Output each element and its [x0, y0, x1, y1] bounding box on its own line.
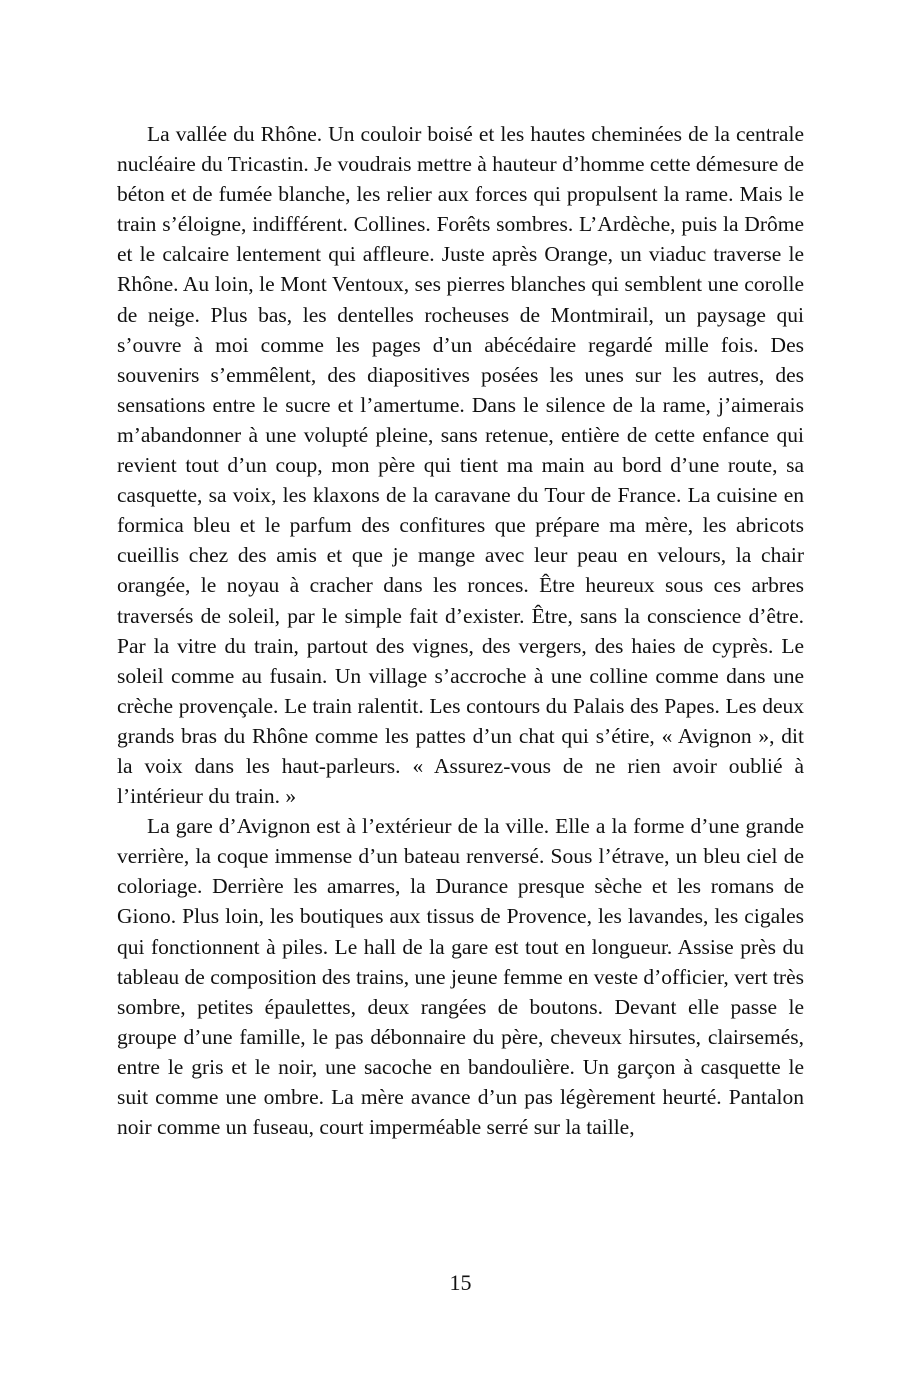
- page-number: 15: [449, 1270, 472, 1295]
- page-body: [117, 119, 804, 1142]
- paragraph-1: La vallée du Rhône. Un couloir boisé et les hautes cheminées de la centrale nucléaire du Tricastin. Je voudrais mettre à hauteur d’homme cette démesure de béton et de fumée blanche, les relier aux forces qui propulsent la rame. Mais le train s’éloigne, indifférent. Collines. Forêts sombres. L’Ardèche, puis la Drôme et le calcaire lentement qui affleure. Juste après Orange, un viaduc traverse le Rhône. Au loin, le Mont Ventoux, ses pierres blanches qui semblent une corolle de neige. Plus bas, les dentelles rocheuses de Montmirail, un paysage qui s’ouvre à moi comme les pages d’un abécédaire regardé mille fois. Des souvenirs s’emmêlent, des diapositives posées les unes sur les autres, des sensations entre le sucre et l’amertume. Dans le silence de la rame, j’aimerais m’abandonner à une volupté pleine, sans retenue, entière de cette enfance qui revient tout d’un coup, mon père qui tient ma main au bord d’une route, sa casquette, sa voix, les klaxons de la caravane du Tour de France. La cuisine en formica bleu et le parfum des confitures que prépare ma mère, les abricots cueillis chez des amis et que je mange avec leur peau en velours, la chair orangée, le noyau à cracher dans les ronces. Être heureux sous ces arbres traversés de soleil, par le simple fait d’exister. Être, sans la conscience d’être. Par la vitre du train, partout des vignes, des vergers, des haies de cyprès. Le soleil comme au fusain. Un village s’accroche à une colline comme dans une crèche provençale. Le train ralentit. Les contours du Palais des Papes. Les deux grands bras du Rhône comme les pattes d’un chat qui s’étire, « Avignon », dit la voix dans les haut-parleurs. « Assurez-vous de ne rien avoir oublié à l’intérieur du train. »: [117, 122, 804, 809]
- paragraph-2: La gare d’Avignon est à l’extérieur de la ville. Elle a la forme d’une grande verrière, la coque immense d’un bateau renversé. Sous l’étrave, un bleu ciel de coloriage. Derrière les amarres, la Durance presque sèche et les romans de Giono. Plus loin, les boutiques aux tissus de Provence, les lavandes, les cigales qui fonctionnent à piles. Le hall de la gare est tout en longueur. Assise près du tableau de composition des trains, une jeune femme en veste d’officier, vert très sombre, petites épaulettes, deux rangées de boutons. Devant elle passe le groupe d’une famille, le pas débonnaire du père, cheveux hirsutes, clairsemés, entre le gris et le noir, une sacoche en bandoulière. Un garçon à casquette le suit comme une ombre. La mère avance d’un pas légèrement heurté. Pantalon noir comme un fuseau, court imperméable serré sur la taille,: [117, 814, 804, 1140]
